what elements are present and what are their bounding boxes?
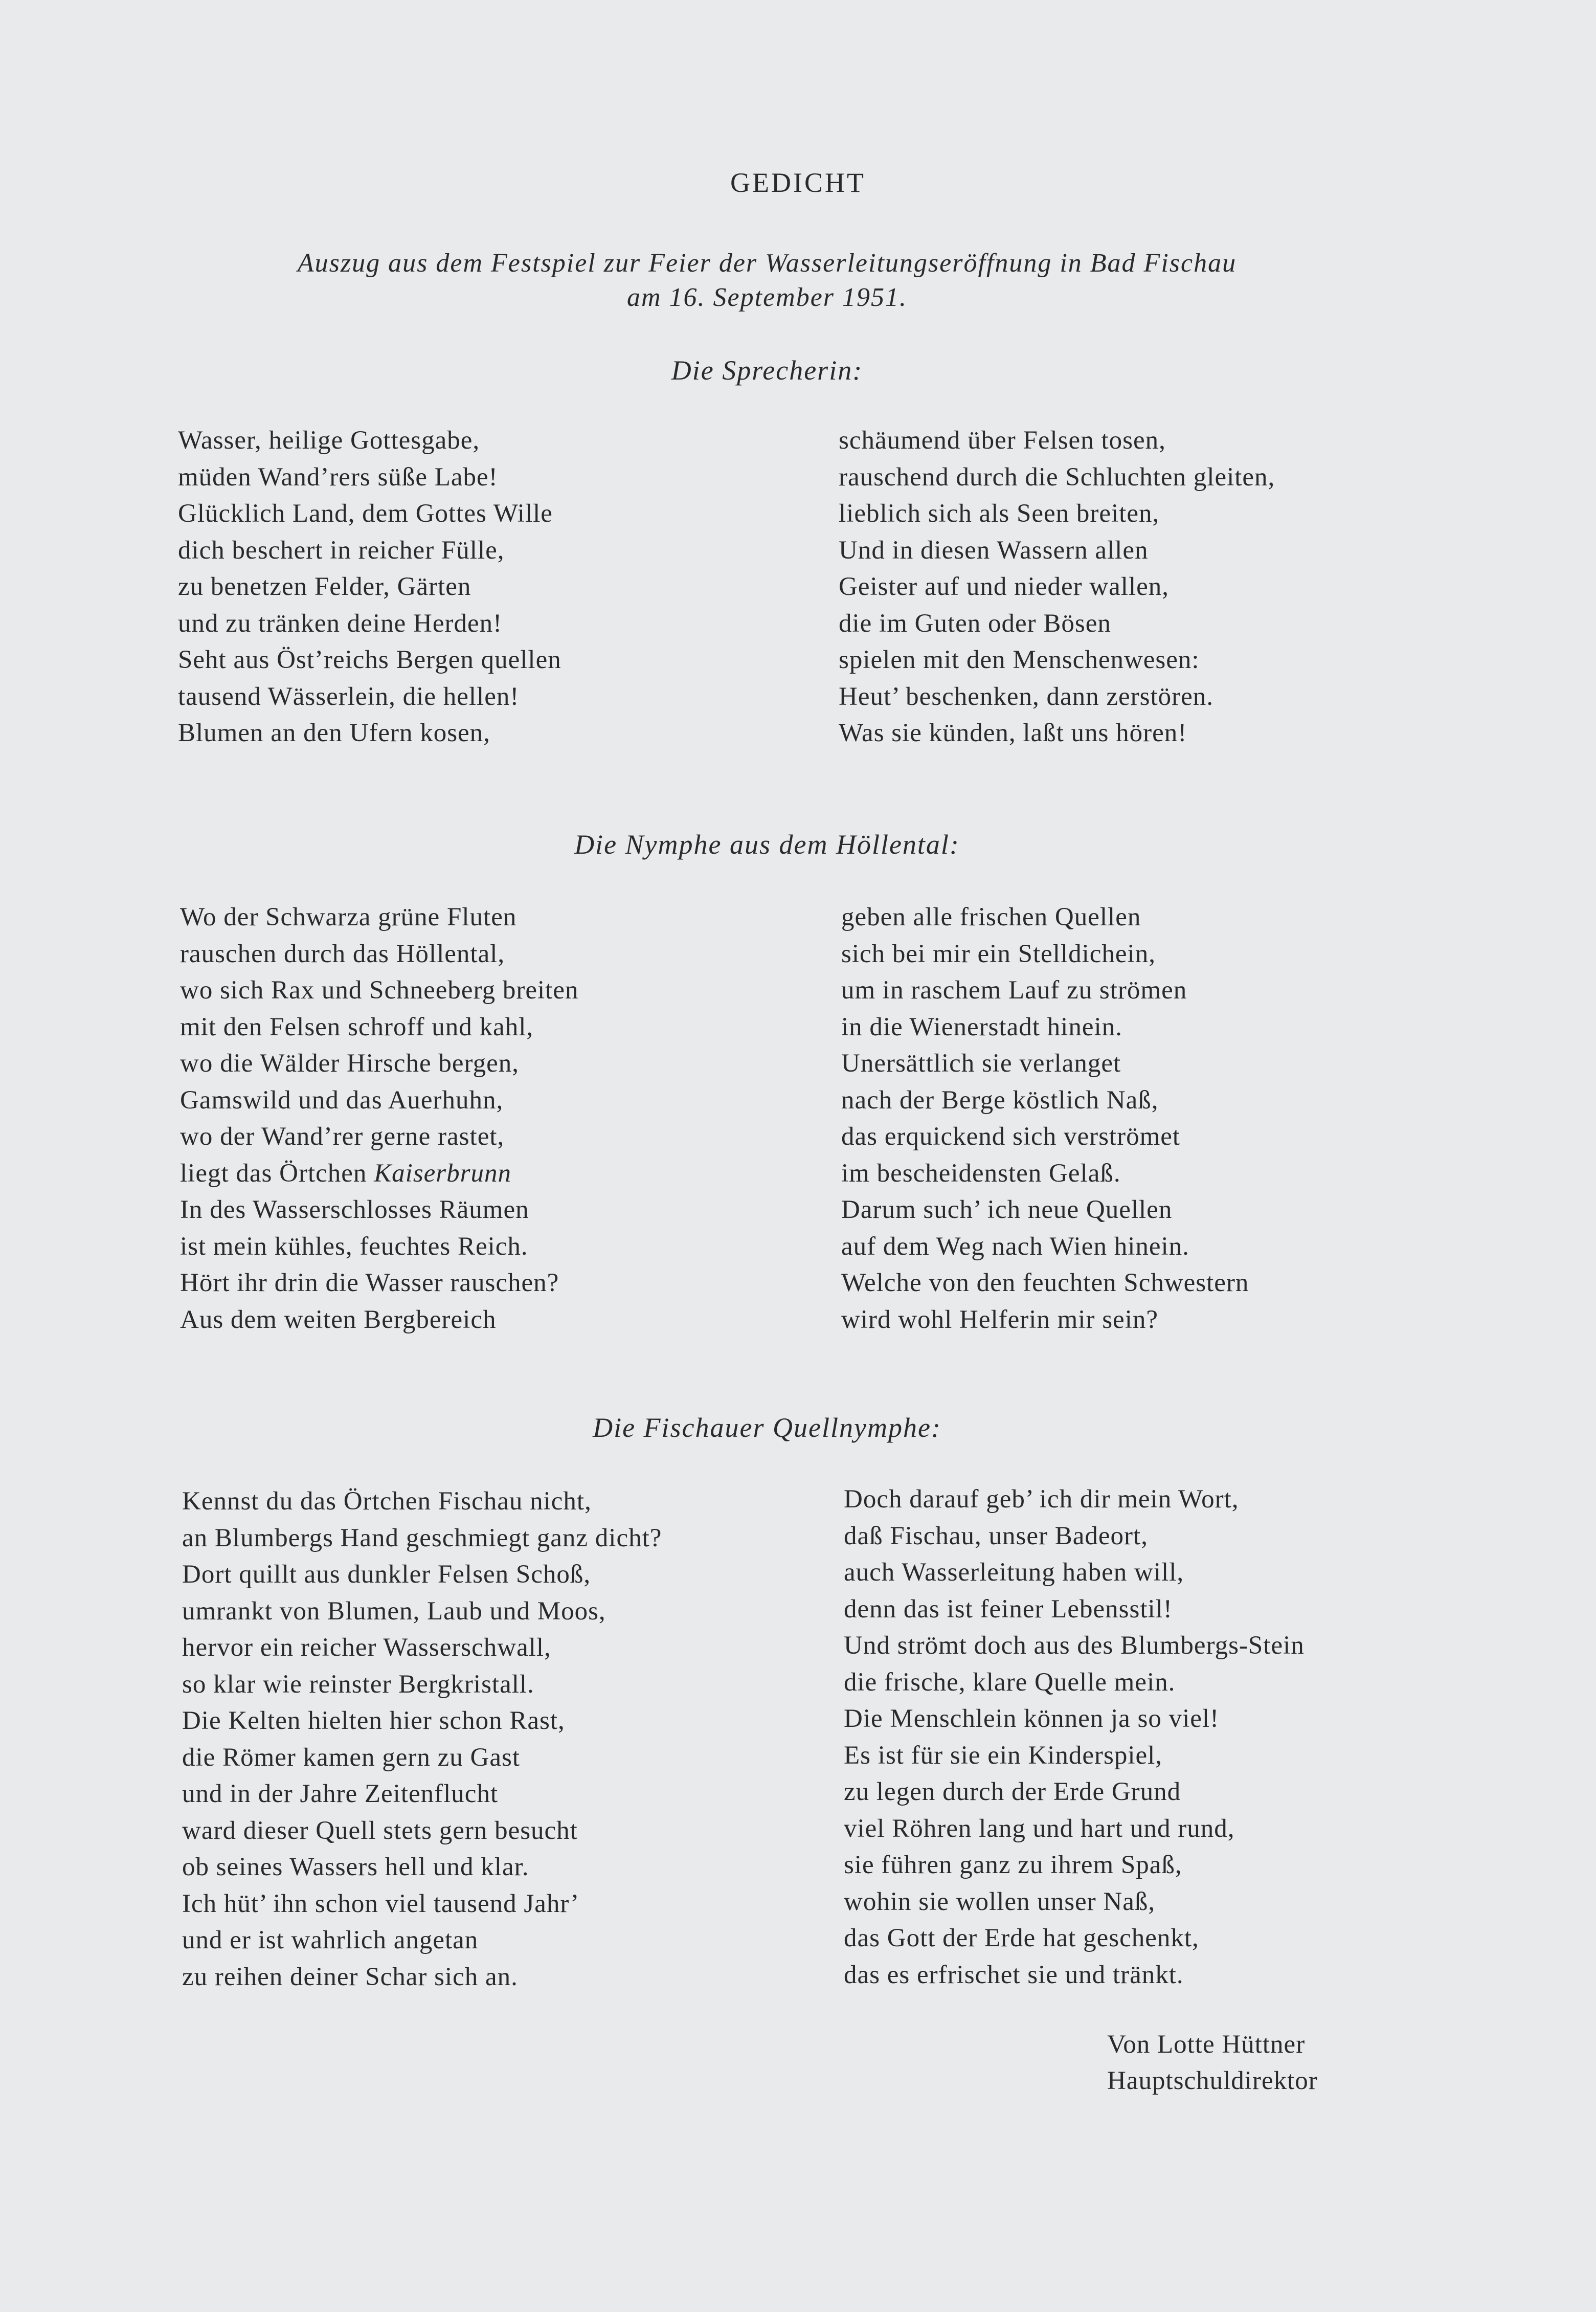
verse-line: Es ist für sie ein Kinderspiel, [844, 1741, 1163, 1770]
verse-line: Heut’ beschenken, dann zerstören. [839, 682, 1214, 711]
verse-line: mit den Felsen schroff und kahl, [180, 1012, 534, 1041]
verse-line: zu reihen deiner Schar sich an. [182, 1962, 518, 1991]
verse-line: die Römer kamen gern zu Gast [182, 1743, 521, 1772]
verse-line: Seht aus Öst’reichs Bergen quellen [178, 646, 561, 674]
verse-line: die frische, klare Quelle mein. [844, 1668, 1176, 1697]
verse-line: wo sich Rax und Schneeberg breiten [180, 976, 579, 1005]
place-name-italic: Kaiserbrunn [374, 1159, 512, 1188]
verse-line: hervor ein reicher Wasserschwall, [182, 1633, 551, 1662]
verse-line: ist mein kühles, feuchtes Reich. [180, 1232, 528, 1261]
verse-line: das Gott der Erde hat geschenkt, [844, 1924, 1199, 1952]
verse-line: nach der Berge köstlich Naß, [841, 1085, 1159, 1115]
verse-line: Hört ihr drin die Wasser rauschen? [180, 1269, 559, 1297]
verse-line: viel Röhren lang und hart und rund, [844, 1814, 1235, 1843]
verse-line: müden Wand’rers süße Labe! [178, 462, 498, 492]
verse-line [180, 1155, 578, 1192]
verse-line: schäumend über Felsen tosen, [839, 426, 1166, 455]
verse-line: Ich hüt’ ihn schon viel tausend Jahr’ [182, 1889, 580, 1918]
verse-line: ob seines Wassers hell und klar. [182, 1853, 529, 1881]
section-heading-nymphe: Die Nymphe aus dem Höllental: [574, 829, 960, 860]
verse-line: Unersättlich sie verlanget [841, 1049, 1121, 1078]
verse-line: und er ist wahrlich angetan [182, 1926, 479, 1954]
verse-line: sich bei mir ein Stelldichein, [841, 939, 1156, 968]
verse-line: denn das ist feiner Lebensstil! [844, 1594, 1173, 1624]
verse-line: zu legen durch der Erde Grund [844, 1777, 1181, 1806]
verse-line: dich beschert in reicher Fülle, [178, 536, 505, 565]
verse-line: auf dem Weg nach Wien hinein. [841, 1232, 1189, 1261]
verse-line: In des Wasserschlosses Räumen [180, 1195, 529, 1224]
verse-line: Kennst du das Örtchen Fischau nicht, [182, 1487, 592, 1516]
verse-line: umrankt von Blumen, Laub und Moos, [182, 1596, 606, 1626]
section-heading-sprecherin: Die Sprecherin: [671, 355, 863, 386]
verse-line: Glücklich Land, dem Gottes Wille [178, 499, 553, 528]
section-heading-quellnymphe: Die Fischauer Quellnymphe: [593, 1412, 941, 1443]
verse-line: Aus dem weiten Bergbereich [180, 1305, 497, 1334]
verse-line: Blumen an den Ufern kosen, [178, 719, 490, 747]
page-title: GEDICHT [730, 167, 866, 198]
verse-line: wird wohl Helferin mir sein? [841, 1305, 1159, 1334]
author-name: Von Lotte Hüttner [1107, 2030, 1306, 2059]
verse-line: das es erfrischet sie und tränkt. [844, 1960, 1184, 1989]
nymphe-left-stanza [180, 899, 578, 1338]
sprecherin-right-stanza [839, 423, 1275, 752]
verse-text: liegt das Örtchen [180, 1159, 374, 1188]
nymphe-right-stanza [841, 899, 1249, 1338]
verse-line: Was sie künden, laßt uns hören! [839, 719, 1187, 747]
verse-line: Die Kelten hielten hier schon Rast, [182, 1706, 565, 1735]
verse-line: Und in diesen Wassern allen [839, 536, 1149, 565]
verse-line: sie führen ganz zu ihrem Spaß, [844, 1851, 1182, 1879]
verse-line: die im Guten oder Bösen [839, 609, 1111, 638]
verse-line: lieblich sich als Seen breiten, [839, 499, 1160, 528]
verse-line: wohin sie wollen unser Naß, [844, 1887, 1156, 1916]
verse-line: Wo der Schwarza grüne Fluten [180, 903, 517, 931]
verse-line: daß Fischau, unser Badeort, [844, 1521, 1148, 1550]
verse-line: geben alle frischen Quellen [841, 903, 1141, 931]
verse-line: Doch darauf geb’ ich dir mein Wort, [844, 1485, 1239, 1514]
verse-line: an Blumbergs Hand geschmiegt ganz dicht? [182, 1523, 662, 1552]
verse-line: und in der Jahre Zeitenflucht [182, 1780, 499, 1808]
subtitle-line-1: Auszug aus dem Festspiel zur Feier der Wasserleitungseröffnung in Bad Fischau [297, 249, 1237, 278]
verse-line: Darum such’ ich neue Quellen [841, 1195, 1173, 1224]
quellnymphe-right-stanza [844, 1481, 1305, 1993]
verse-line: ward dieser Quell stets gern besucht [182, 1816, 578, 1845]
verse-line: rauschen durch das Höllental, [180, 939, 505, 968]
verse-line: Dort quillt aus dunkler Felsen Schoß, [182, 1560, 591, 1589]
verse-line: Und strömt doch aus des Blumbergs-Stein [844, 1631, 1305, 1660]
verse-line: Geister auf und nieder wallen, [839, 572, 1170, 601]
verse-line: rauschend durch die Schluchten gleiten, [839, 462, 1275, 492]
verse-line: Gamswild und das Auerhuhn, [180, 1085, 504, 1115]
verse-line: im bescheidensten Gelaß. [841, 1159, 1121, 1188]
verse-line: zu benetzen Felder, Gärten [178, 572, 471, 601]
verse-line: Die Menschlein können ja so viel! [844, 1704, 1220, 1733]
verse-line: und zu tränken deine Herden! [178, 609, 503, 638]
quellnymphe-left-stanza [182, 1483, 662, 1995]
author-role: Hauptschuldirektor [1107, 2066, 1318, 2095]
verse-line: so klar wie reinster Bergkristall. [182, 1670, 534, 1699]
verse-line: wo die Wälder Hirsche bergen, [180, 1049, 519, 1078]
verse-line: wo der Wand’rer gerne rastet, [180, 1122, 505, 1151]
verse-line: tausend Wässerlein, die hellen! [178, 682, 520, 711]
subtitle-line-2: am 16. September 1951. [626, 283, 908, 312]
verse-line: Wasser, heilige Gottesgabe, [178, 426, 480, 455]
verse-line: spielen mit den Menschenwesen: [839, 646, 1200, 674]
verse-line: das erquickend sich verströmet [841, 1122, 1181, 1151]
author-signature [1107, 2027, 1318, 2099]
verse-line: auch Wasserleitung haben will, [844, 1558, 1184, 1587]
verse-line: Welche von den feuchten Schwestern [841, 1269, 1249, 1297]
verse-line: um in raschem Lauf zu strömen [841, 976, 1187, 1005]
verse-line: in die Wienerstadt hinein. [841, 1012, 1122, 1041]
sprecherin-left-stanza [178, 423, 561, 752]
